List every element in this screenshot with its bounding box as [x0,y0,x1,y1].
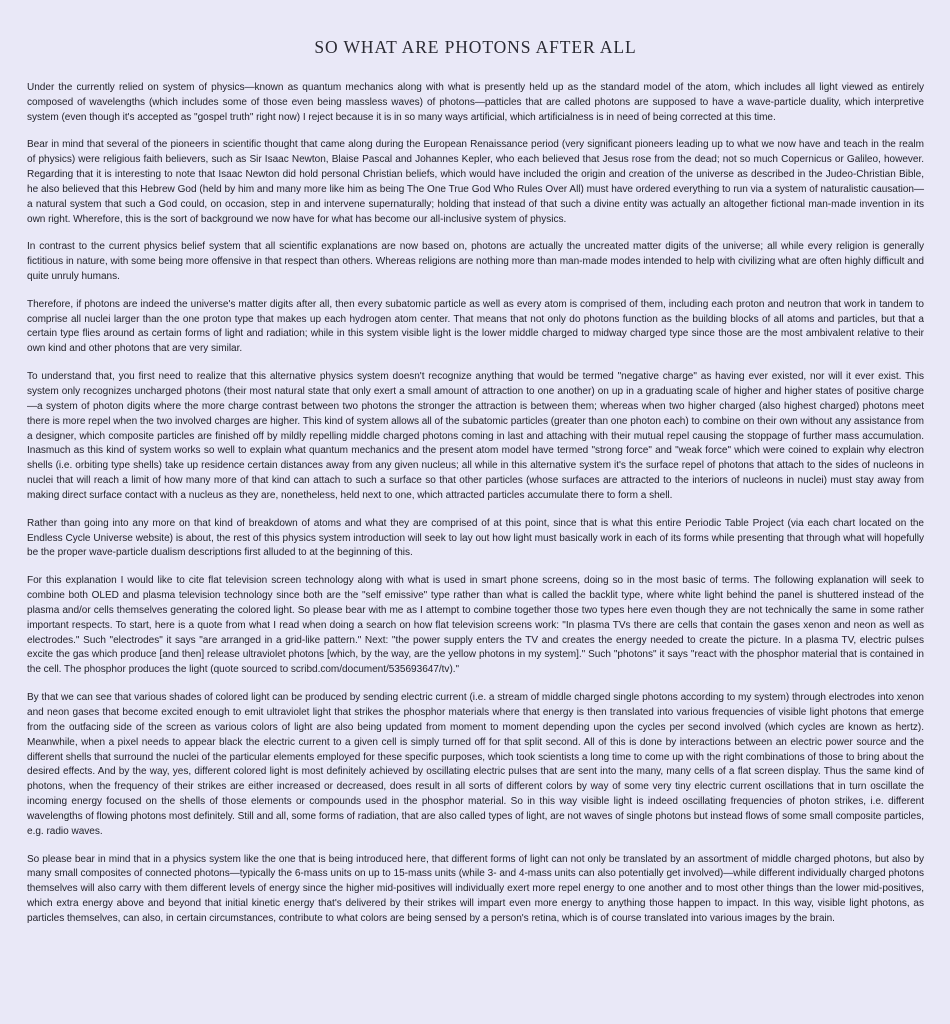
paragraph: To understand that, you first need to realize that this alternative physics system doesn't recognize anything that would be termed "negative charge" as having ever existed, nor will it ever exist. This system only recognizes uncharged photons (their most natural state that only exert a small amount of attraction to one another) on up in a graduating scale of higher and higher states of positive charge—a system of photon digits where the more charge contrast between two photons the stronger the attraction is between them; whereas when two higher charged (also highest charged) photons meet there is more repel when the two involved charges are higher. This kind of system allows all of the subatomic particles (greater than one photon each) to combine on their own without any assistance from a designer, which composite particles are finished off by mildly repelling middle charged photons coming in last and attaching with their mutual repel causing the stoppage of further mass accumulation. Inasmuch as this kind of system works so well to explain what quantum mechanics and the present atom model have termed "strong force" and "weak force" which were coined to explain why electron shells (i.e. orbiting type shells) take up residence certain distances away from any given nucleus; all while in this alternative system it's the surface repel of photons that attach to the sides of nucleons in nuclei that will reach a limit of how many more of that kind can attach to such a surface so that other particles (whose surfaces are attracted to the interiors of nucleons in nuclei) must stay away from making direct surface contact with a nucleus as they are, nonetheless, held next to one, which attracted particles accumulate there to form a shell. [27,370,924,502]
paragraph: By that we can see that various shades of colored light can be produced by sending electric current (i.e. a stream of middle charged single photons according to my system) through electrodes into xenon and neon gases that become excited enough to emit ultraviolet light that strikes the phosphor materials where that energy is then translated into various frequencies of visible light photons that emerge from the outfacing side of the screen as various colors of light are also being updated from moment to moment depending upon the cycles per second involved (which cycles are known as hertz). Meanwhile, when a pixel needs to appear black the electric current to a given cell is simply turned off for that split second. All of this is done by interactions between an electric power source and the different shells that surround the nuclei of the particular elements employed for these specific purposes, which took scientists a long time to come up with the right combinations of those to bring about the desired effects. And by the way, yes, different colored light is most definitely achieved by oscillating electric pulses that are sent into the many, many cells of a flat screen display. Thus the same kind of photons, when the frequency of their strikes are either increased or decreased, does result in all sorts of different colors by way of some very tiny electric current oscillations that in turn oscillate the incoming energy focused on the shells of those elements or compounds used in the phosphor material. So in this way visible light is indeed oscillating frequencies of photon strikes, i.e. different wavelengths of flowing photons most definitely. Still and all, some forms of radiation, that are also called types of light, are not waves of single photons but instead flows of some small composite particles, e.g. radio waves. [27,691,924,838]
page-title: SO WHAT ARE PHOTONS AFTER ALL [314,37,637,57]
paragraph: Under the currently relied on system of physics—known as quantum mechanics along with what is presently held up as the standard model of the atom, which includes all light viewed as entirely composed of wavelengths (which includes some of those even being massless waves) of photons—patticles that are called photons are supposed to have a wave-particle duality, which interpretive system (even though it's accepted as "gospel truth" right now) I reject because it is in so many ways artificial, which artificialness is in need of being corrected at this time. [27,82,924,123]
paragraph: Therefore, if photons are indeed the universe's matter digits after all, then every subatomic particle as well as every atom is comprised of them, including each proton and neutron that work in tandem to comprise all nuclei larger than the one proton type that makes up each hydrogen atom center. That means that not only do photons function as the building blocks of all atoms and particles, but that a certain type flies around as certain forms of light and radiation; while in this system visible light is the lower middle charged to midway charged type since those are the most ambivalent relative to their own kind and other photons that are very similar. [27,298,924,355]
paragraph: In contrast to the current physics belief system that all scientific explanations are now based on, photons are actually the uncreated matter digits of the universe; all while every religion is generally fictitious in nature, with some being more offensive in that respect than others. Whereas religions are nothing more than man-made modes intended to help with civilizing what are often highly difficult and quite unruly humans. [27,241,924,283]
paragraph: For this explanation I would like to cite flat television screen technology along with what is used in smart phone screens, doing so in the most basic of terms. The following explanation will seek to combine both OLED and plasma television technology since both are the "self emissive" type rather than what is called the backlit type, where white light behind the panel is shuttered instead of the plasma and/or cells themselves generating the colored light. So please bear with me as I attempt to combine together those two types here even though they are not technically the same in some rather important respects. To start, here is a quote from what I read when doing a search on how flat television screens work: "In plasma TVs there are cells that contain the gases xenon and neon as well as electrodes." Such "electrodes" it says "are arranged in a grid-like pattern." Next: "the power supply enters the TV and creates the energy needed to create the picture. In a plasma TV, electric pulses excite the gas which produce [and then] release ultraviolet photons [which, by the way, are the yellow photons in my system]." Such "photons" it says "react with the phosphor material that is contained in the cell. The phosphor produces the light (quote sourced to scribd.com/document/535693647/tv)." [27,574,924,676]
paragraph: Bear in mind that several of the pioneers in scientific thought that came along during the European Renaissance period (very significant pioneers leading up to what we now have and teach in the realm of physics) were religious faith believers, such as Sir Isaac Newton, Blaise Pascal and Johannes Kepler, who each believed that Jesus rose from the dead; not so much Copernicus or Galileo, however. Regarding that it is interesting to note that Isaac Newton did hold personal Christian beliefs, which would have included the origin and creation of the universe as described in the Judeo-Christian Bible, he also believed that this Hebrew God (held by him and many more like him as being The One True God Who Rules Over All) must have ordered everything to run via a system of naturalistic causation—a natural system that such a God could, on occasion, step in and intervene supernaturally; holding that instead of that such a divine entity was actually an altogether fictional man-made invention in its own right. Wherefore, this is the sort of background we now have for what has become our all-inclusive system of physics. [27,139,924,225]
paragraph: Rather than going into any more on that kind of breakdown of atoms and what they are comprised of at this point, since that is what this entire Periodic Table Project (via each chart located on the Endless Cycle Universe website) is about, the rest of this physics system introduction will seek to lay out how light must basically work in each of its forms while presenting that through what will hopefully be the proper wave-particle dualism descriptions first alluded to at the beginning of this. [27,517,924,559]
paragraph: So please bear in mind that in a physics system like the one that is being introduced here, that different forms of light can not only be translated by an assortment of middle charged photons, but also by many small composites of connected photons—typically the 6-mass units on up to 15-mass units (while 3- and 4-mass units can also potentially get involved)—while different individually charged photons themselves will also carry with them different levels of energy since the higher mid-positives will individually exert more repel energy to one another and to most other things than the lower mid-positives, which extra energy above and beyond that initial kinetic energy that's delivered by their strikes will impart even more energy to anything those happen to impact. In this way, visible light photons, as particles themselves, can also, in certain circumstances, contribute to what colors are being sensed by a person's retina, which is of course translated into various images by the brain. [27,853,924,925]
